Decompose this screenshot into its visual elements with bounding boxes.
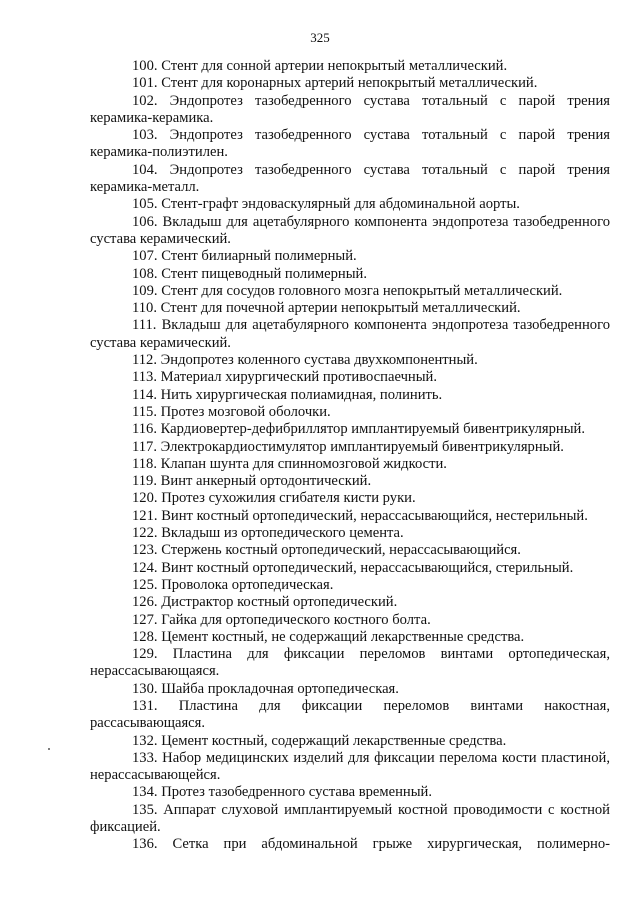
list-item: 114. Нить хирургическая полиамидная, полинить. [132,386,443,403]
list-item: 113. Материал хирургический противоспаечный. [132,369,437,386]
list-item: 104. Эндопротез тазобедренного сустава тотальный с парой трения керамика-металл. [90,161,610,196]
list-item: 118. Клапан шунта для спинномозговой жидкости. [132,455,447,472]
list-item: 108. Стент пищеводный полимерный. [132,265,368,282]
list-item: 128. Цемент костный, не содержащий лекарственные средства. [132,628,525,645]
list-item: 132. Цемент костный, содержащий лекарственные средства. [132,732,507,749]
list-item: 134. Протез тазобедренного сустава временный. [132,784,432,801]
list-item: 103. Эндопротез тазобедренного сустава тотальный с парой трения керамика-полиэтилен. [90,127,610,161]
list-item: 119. Винт анкерный ортодонтический. [132,473,372,490]
list-item: 112. Эндопротез коленного сустава двухкомпонентный. [132,352,478,369]
list-item: 101. Стент для коронарных артерий непокрытый металлический. [132,75,538,92]
list-item: 126. Дистрактор костный ортопедический. [132,594,398,611]
list-item: 124. Винт костный ортопедический, нерассасывающийся, стерильный. [132,559,574,576]
list-item: 136. Сетка при абдоминальной грыже хирургическая, полимерно- [132,836,610,853]
list-item: 117. Электрокардиостимулятор имплантируемый бивентрикулярный. [132,438,564,455]
page-number: 325 [310,30,330,45]
item-list [90,58,610,854]
list-item: 130. Шайба прокладочная ортопедическая. [132,680,399,697]
list-item: 129. Пластина для фиксации переломов винтами ортопедическая, нерассасывающаяся. [90,646,610,680]
list-item: 116. Кардиовертер-дефибриллятор имплантируемый бивентрикулярный. [132,421,585,438]
list-item: 110. Стент для почечной артерии непокрытый металлический. [132,300,521,317]
list-item: 111. Вкладыш для ацетабулярного компонента эндопротеза тазобедренного сустава керамический. [90,317,610,351]
list-item: 123. Стержень костный ортопедический, нерассасывающийся. [132,542,521,559]
list-item: 125. Проволока ортопедическая. [132,576,334,593]
list-item: 106. Вкладыш для ацетабулярного компонента эндопротеза тазобедренного сустава керамический. [90,213,610,247]
list-item: 135. Аппарат слуховой имплантируемый костной проводимости с костной фиксацией. [90,801,610,836]
list-item: 127. Гайка для ортопедического костного болта. [132,611,431,628]
list-item: 122. Вкладыш из ортопедического цемента. [132,525,404,542]
list-item: 133. Набор медицинских изделий для фиксации перелома кости пластиной, нерассасывающейся. [90,749,610,784]
list-item: 109. Стент для сосудов головного мозга непокрытый металлический. [132,282,563,299]
list-item: 102. Эндопротез тазобедренного сустава тотальный с парой трения керамика-керамика. [90,92,610,126]
list-item: 121. Винт костный ортопедический, нерассасывающийся, нестерильный. [132,507,588,524]
list-item: 115. Протез мозговой оболочки. [132,403,331,420]
scan-speck [48,748,50,750]
list-item: 100. Стент для сонной артерии непокрытый металлический. [132,58,508,74]
list-item: 131. Пластина для фиксации переломов винтами накостная, рассасывающаяся. [90,697,610,732]
list-item: 107. Стент билиарный полимерный. [132,248,357,265]
list-item: 120. Протез сухожилия сгибателя кисти руки. [132,490,416,507]
list-item: 105. Стент-графт эндоваскулярный для абдоминальной аорты. [132,196,520,213]
